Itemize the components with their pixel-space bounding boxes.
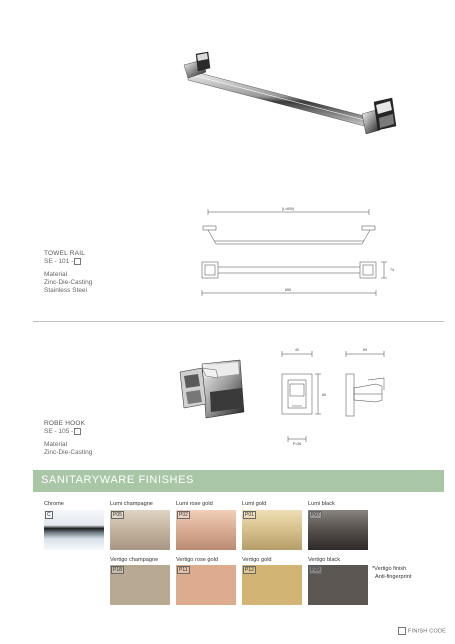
- towel-rail-material-label: Material: [44, 271, 68, 278]
- swatch-label-vertigo-gold: Vertigo gold: [242, 557, 272, 563]
- robe-hook-dim-h: 60: [322, 393, 326, 397]
- swatch-label-vertigo-champagne: Vertigo champagne: [110, 557, 159, 563]
- swatch-code-vertigo-black: P29: [311, 567, 320, 573]
- towel-rail-material-1: Zinc-Die-Casting: [44, 279, 93, 286]
- robe-hook-image: [176, 358, 246, 424]
- swatch-label-vertigo-rose-gold: Vertigo rose gold: [176, 557, 218, 563]
- towel-rail-dim-bottom: 655: [285, 288, 291, 292]
- swatch-chrome: [44, 510, 104, 550]
- swatch-code-lumi-black: P07: [311, 512, 320, 518]
- vertigo-note-line1: *Vertigo finish: [372, 566, 407, 572]
- finishes-heading: SANITARYWARE FINISHES: [41, 474, 194, 486]
- towel-rail-code-line: [44, 258, 81, 267]
- swatch-code-vertigo-gold: P12: [245, 567, 254, 573]
- swatch-code-lumi-rose-gold: P02: [179, 512, 188, 518]
- swatch-label-chrome: Chrome: [44, 501, 64, 507]
- section-divider: [33, 321, 444, 322]
- finish-code-label: FINISH CODE: [408, 628, 447, 635]
- vertigo-note-line2: Anti-fingerprint: [375, 574, 412, 580]
- swatch-label-lumi-gold: Lumi gold: [242, 501, 267, 507]
- towel-rail-drawing: [196, 204, 406, 299]
- finish-code-box: [74, 258, 81, 265]
- finish-code-box-icon: [398, 627, 406, 635]
- swatch-label-lumi-rose-gold: Lumi rose gold: [176, 501, 213, 507]
- towel-rail-dim-side: 74: [390, 268, 394, 272]
- robe-hook-material-label: Material: [44, 441, 68, 448]
- robe-hook-code-line: [44, 428, 81, 437]
- towel-rail-material-2: Stainless Steel: [44, 287, 87, 294]
- swatch-label-lumi-black: Lumi black: [308, 501, 335, 507]
- towel-rail-title: TOWEL RAIL: [44, 250, 86, 257]
- swatch-code-vertigo-champagne: P18: [113, 567, 122, 573]
- finish-code-box: [74, 428, 81, 435]
- finishes-banner: [33, 470, 444, 492]
- robe-hook-dim-f: P=26: [292, 442, 302, 446]
- robe-hook-dim-w: 40: [295, 348, 299, 352]
- swatch-code-lumi-gold: P01: [245, 512, 254, 518]
- swatch-code-lumi-champagne: P05: [113, 512, 122, 518]
- towel-rail-code: SE - 101 -: [44, 258, 74, 266]
- swatch-code-chrome: C: [47, 512, 51, 518]
- robe-hook-code: SE - 105 -: [44, 428, 74, 436]
- finish-code-legend: [398, 627, 446, 635]
- robe-hook-drawing: [270, 344, 400, 449]
- swatch-code-vertigo-rose-gold: P11: [179, 567, 188, 573]
- robe-hook-dim-d: 69: [363, 348, 367, 352]
- towel-rail-dim-top: (L=600): [281, 207, 295, 211]
- swatch-label-lumi-champagne: Lumi champagne: [110, 501, 153, 507]
- towel-rail-image: [176, 50, 401, 140]
- swatch-label-vertigo-black: Vertigo black: [308, 557, 341, 563]
- robe-hook-title: ROBE HOOK: [44, 420, 86, 427]
- robe-hook-material-1: Zinc-Die-Casting: [44, 449, 93, 456]
